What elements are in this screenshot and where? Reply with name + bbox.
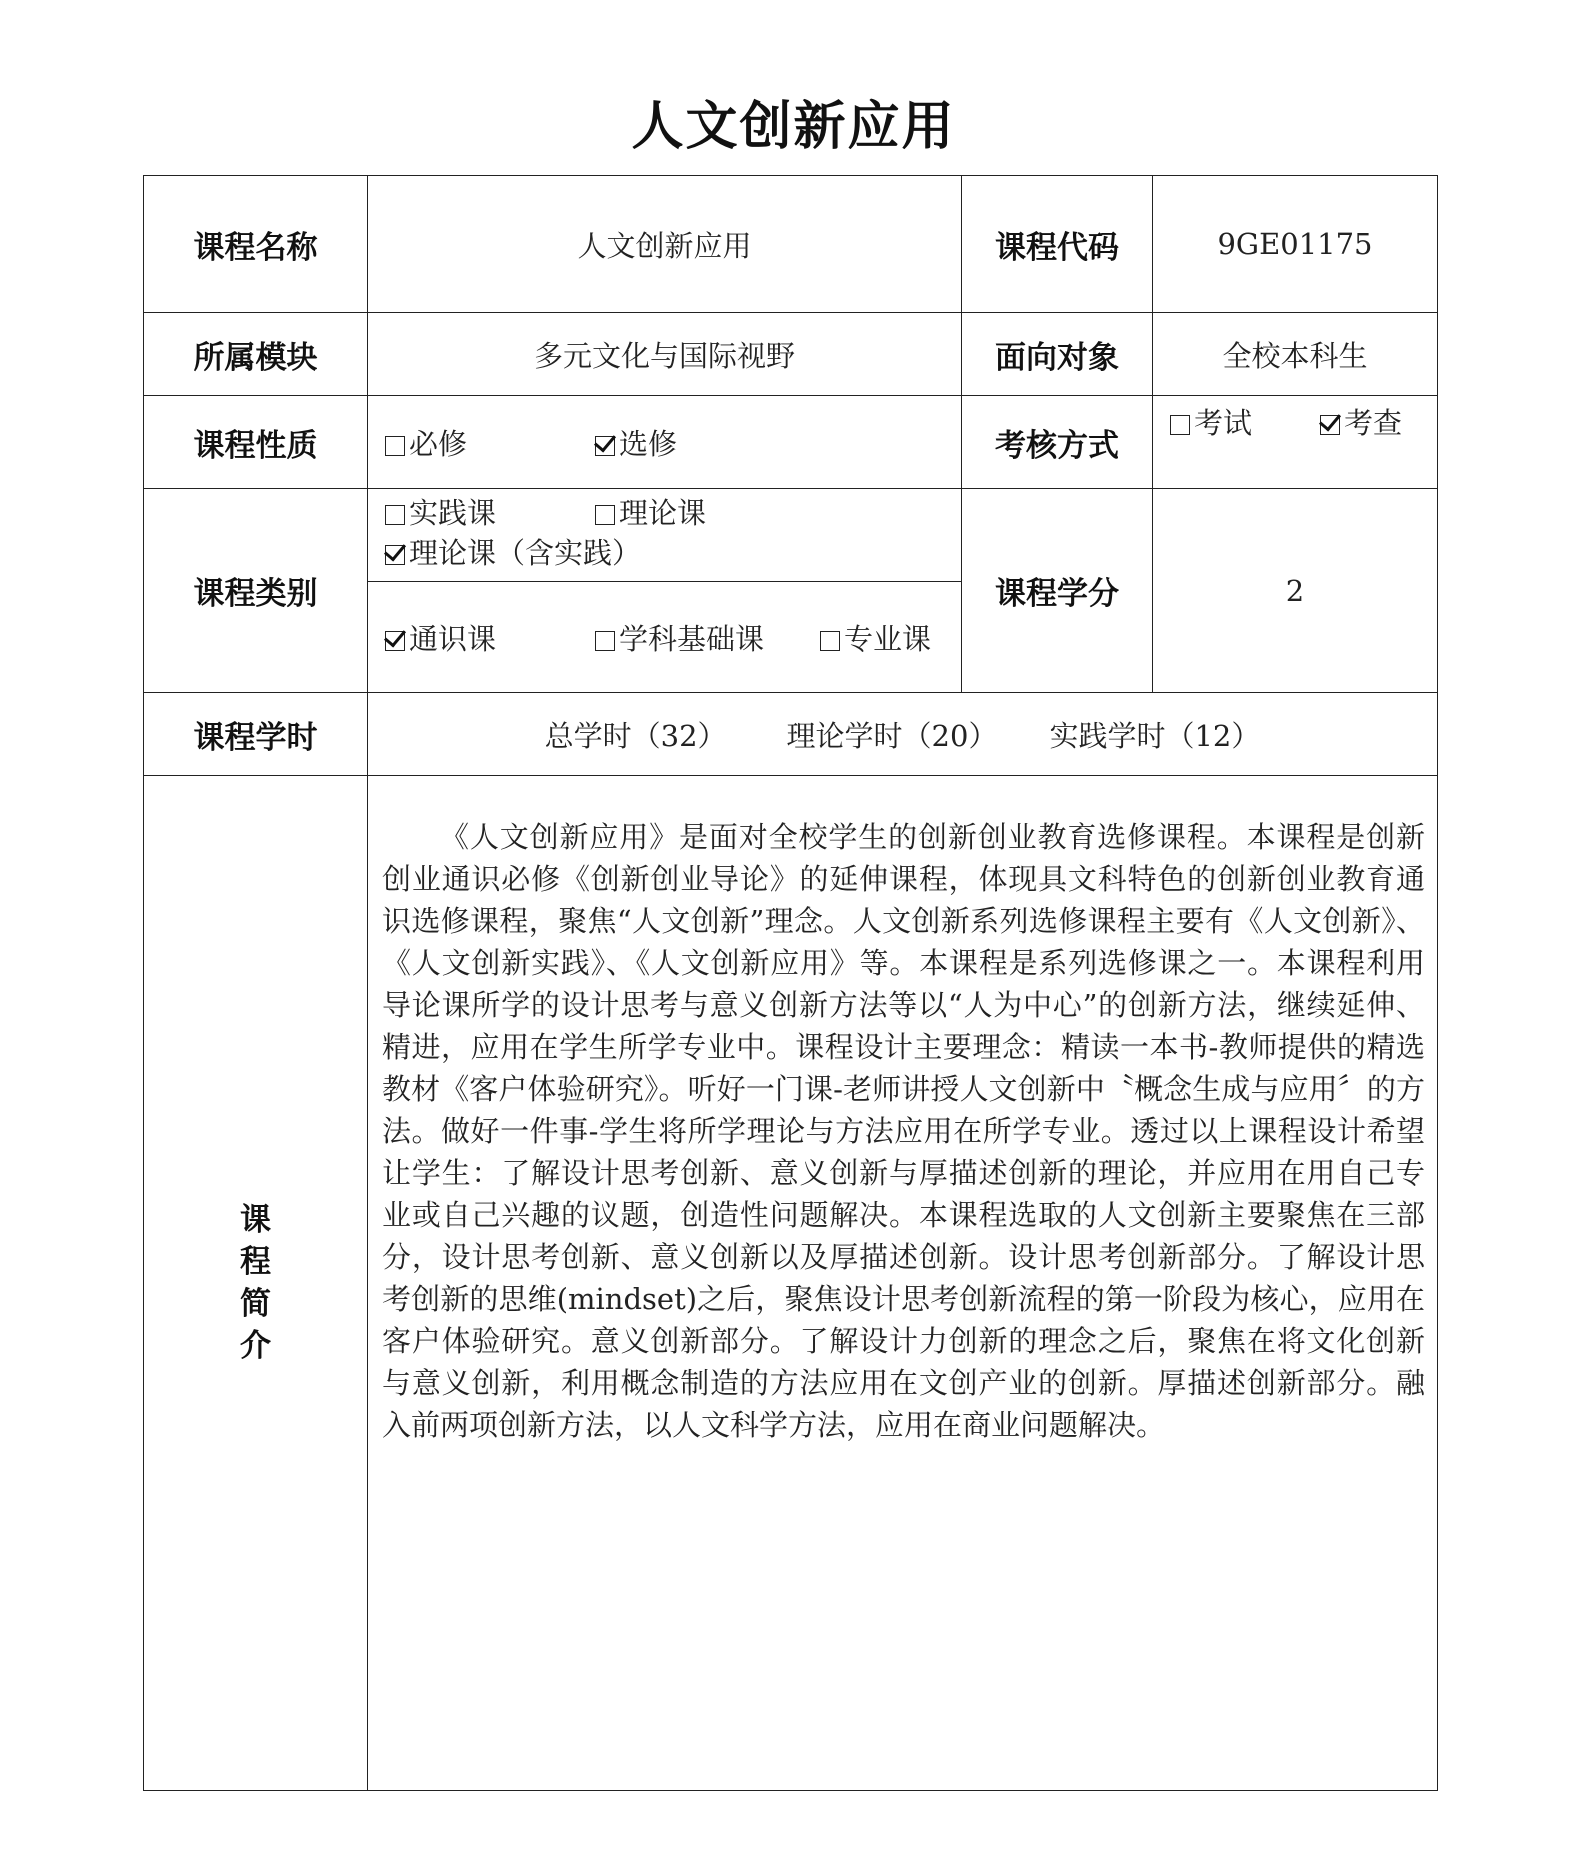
checkbox-required[interactable] [385,436,405,456]
option-theory[interactable] [595,493,706,533]
checkbox-practice[interactable] [385,505,405,525]
hours-theory: 理论学时（20） [786,718,998,753]
checkbox-major[interactable] [820,631,840,651]
row-intro [144,776,1438,1791]
row-hours [144,693,1438,776]
assess-options [1153,396,1438,489]
course-name-value: 人文创新应用 [368,176,962,313]
row-category-type [144,489,1438,582]
category-label: 课程类别 [144,489,368,693]
row-course-name [144,176,1438,313]
option-general-label: 通识课 [409,621,497,656]
course-code-label: 课程代码 [962,176,1153,313]
course-name-label: 课程名称 [144,176,368,313]
nature-label: 课程性质 [144,396,368,489]
option-theory-practice[interactable] [385,533,641,573]
intro-text: 《人文创新应用》是面对全校学生的创新创业教育选修课程。本课程是创新创业通识必修《创新创业导论》的延伸课程，体现具文科特色的创新创业教育通识选修课程，聚焦“人文创新”理念。人文创新系列选修课程主要有《人文创新》、《人文创新实践》、《人文创新应用》等。本课程是系列选修课之一。本课程利用导论课所学的设计思考与意义创新方法等以“人为中心”的创新方法，继续延伸、精进，应用在学生所学专业中。课程设计主要理念：精读一本书-教师提供的精选教材《客户体验研究》。听好一门课-老师讲授人文创新中〝概念生成与应用〞的方法。做好一件事-学生将所学理论与方法应用在所学专业。透过以上课程设计希望让学生：了解设计思考创新、意义创新与厚描述创新的理论，并应用在用自己专业或自己兴趣的议题，创造性问题解决。本课程选取的人文创新主要聚焦在三部分，设计思考创新、意义创新以及厚描述创新。设计思考创新部分。了解设计思考创新的思维(mindset)之后，聚焦设计思考创新流程的第一阶段为核心，应用在客户体验研究。意义创新部分。了解设计力创新的理念之后，聚焦在将文化创新与意义创新，利用概念制造的方法应用在文创产业的创新。厚描述创新部分。融入前两项创新方法，以人文科学方法，应用在商业问题解决。 [368,776,1438,1791]
course-code-value: 9GE01175 [1153,176,1438,313]
option-elective[interactable] [595,422,677,463]
assess-label: 考核方式 [962,396,1153,489]
audience-label: 面向对象 [962,313,1153,396]
checkbox-general[interactable] [385,631,405,651]
checkbox-theory[interactable] [595,505,615,525]
option-major[interactable] [820,617,931,658]
hours-values [368,693,1438,776]
checkbox-inspect[interactable] [1320,415,1340,435]
option-elective-label: 选修 [619,426,678,461]
hours-label: 课程学时 [144,693,368,776]
option-required-label: 必修 [409,426,468,461]
module-value: 多元文化与国际视野 [368,313,962,396]
checkbox-foundation[interactable] [595,631,615,651]
intro-label-char-3: 简 [240,1286,271,1322]
checkbox-theory-practice[interactable] [385,545,405,565]
module-label: 所属模块 [144,313,368,396]
hours-total: 总学时（32） [544,718,727,753]
option-inspect[interactable] [1320,406,1402,440]
hours-practice: 实践学时（12） [1049,718,1261,753]
option-theory-label: 理论课 [619,496,707,530]
credit-value: 2 [1153,489,1438,693]
option-exam[interactable] [1170,406,1252,440]
row-module [144,313,1438,396]
option-required[interactable] [385,422,595,463]
page-title: 人文创新应用 [631,97,956,157]
nature-options [368,396,962,489]
option-theory-practice-label: 理论课（含实践） [409,536,642,570]
checkbox-elective[interactable] [595,436,615,456]
row-nature [144,396,1438,489]
option-practice-label: 实践课 [409,496,497,530]
option-inspect-label: 考查 [1344,406,1403,440]
option-foundation[interactable] [595,617,820,658]
credit-label: 课程学分 [962,489,1153,693]
intro-label-char-1: 课 [240,1202,271,1238]
category-kind-options [368,582,962,693]
course-info-table [143,175,1438,1791]
option-major-label: 专业课 [844,621,932,656]
category-type-options [368,489,962,582]
option-exam-label: 考试 [1194,406,1253,440]
option-general[interactable] [385,617,595,658]
option-foundation-label: 学科基础课 [619,621,765,656]
intro-label-char-2: 程 [240,1244,271,1280]
option-practice[interactable] [385,493,595,533]
checkbox-exam[interactable] [1170,415,1190,435]
intro-label-char-4: 介 [240,1328,271,1364]
intro-label [144,776,368,1791]
audience-value: 全校本科生 [1153,313,1438,396]
